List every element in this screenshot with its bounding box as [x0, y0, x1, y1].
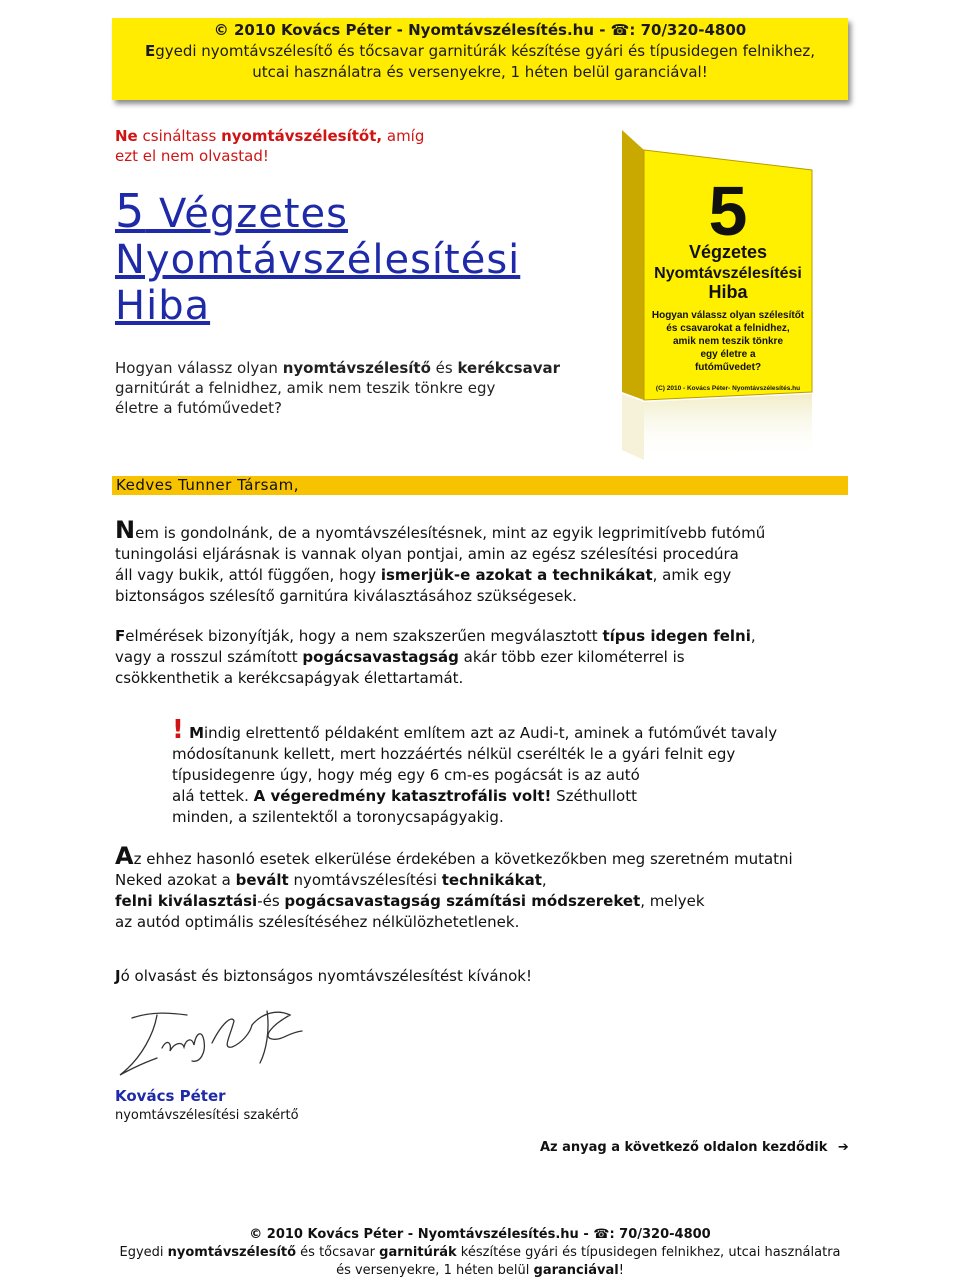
book-title-2: Nyomtávszélesítési [654, 265, 802, 282]
paragraph-2 [115, 626, 756, 689]
header-tagline-text: gyedi nyomtávszélesítő és tőcsavar garnitúrák készítése gyári és típusidegen felnikhez, [155, 42, 816, 60]
footer [112, 1226, 848, 1280]
p2-cap: F [115, 627, 126, 645]
title-word1: Végzetes [145, 191, 348, 237]
p4-line3b: -és [257, 892, 285, 910]
paragraph-4 [115, 842, 793, 933]
p2-line2a: vagy a rosszul számított [115, 648, 303, 666]
header-tagline-line [112, 41, 848, 62]
book-sub-4: egy életre a [700, 349, 756, 360]
book-number: 5 [708, 172, 748, 250]
book-title-1: Végzetes [688, 242, 768, 262]
greeting: Kedves Tunner Társam, [116, 476, 300, 494]
p4-line3-bold2: pogácsavastagság számítási módszereket [284, 892, 641, 910]
intro-keyword: nyomtávszélesítőt, [221, 127, 383, 145]
exclamation-mark: ! [172, 715, 184, 745]
p4-line2e: , [541, 871, 547, 889]
signature-block [115, 1086, 299, 1125]
p4-line4: az autód optimális szélesítéséhez nélkülözhetetlenek. [115, 913, 520, 931]
header-banner [112, 18, 848, 100]
subtitle [115, 358, 595, 418]
subtitle-bold1: nyomtávszélesítő [282, 359, 431, 377]
p2-line1a: elmérések bizonyítják, hogy a nem szakszerűen megválasztott [125, 627, 603, 645]
p3-line4-bold: A végeredmény katasztrofális volt! [253, 787, 552, 805]
header-contact-line: © 2010 Kovács Péter - Nyomtávszélesítés.hu - ☎: 70/320-4800 [213, 21, 747, 39]
p1-line4: biztonságos szélesítő garnitúra kiválasztásához szükségesek. [115, 587, 577, 605]
p2-line3: csökkenthetik a kerékcsapágyak élettartamát. [115, 669, 464, 687]
p3-line5: minden, a szilentektől a toronycsapágyakig. [172, 808, 504, 826]
footer-text4: és versenyekre, 1 héten belül [336, 1263, 534, 1278]
p3-cap: M [183, 724, 205, 742]
footer-contact: © 2010 Kovács Péter - Nyomtávszélesítés.hu - ☎: 70/320-4800 [249, 1227, 711, 1242]
footer-bold3: garanciával [533, 1263, 619, 1278]
book-cover-image [582, 130, 902, 460]
intro-word2: amíg [382, 127, 425, 145]
p3-line3: típusidegenre úgy, hogy még egy 6 cm-es pogácsát is az autó [172, 766, 640, 784]
subtitle-line3: életre a futóművedet? [115, 399, 282, 417]
dropcap-a: A [115, 842, 134, 870]
p1-line2: tuningolási eljárásnak is vannak olyan pontjai, amin az egész szélesítési procedúra [115, 545, 739, 563]
p3-line4a: alá tettek. [172, 787, 254, 805]
p4-line2c: nyomtávszélesítési [288, 871, 442, 889]
handwritten-signature [112, 1003, 312, 1087]
p4-line3d: , melyek [640, 892, 705, 910]
p4-line2a: Neked azokat a [115, 871, 236, 889]
p4-line2-bold1: bevált [235, 871, 289, 889]
book-sub-3: amik nem teszik tönkre [672, 336, 784, 347]
p1-line3c: , amik egy [652, 566, 732, 584]
page-title [115, 184, 521, 329]
p3-line2: módosítanunk kellett, mert hozzáértés nélkül cserélték le a gyári felnit egy [172, 745, 736, 763]
p1-line1: em is gondolnánk, de a nyomtávszélesítésnek, mint az egyik legprimitívebb futómű [135, 524, 766, 542]
header-tagline-cap: E [144, 42, 156, 60]
signer-role: nyomtávszélesítési szakértő [115, 1108, 299, 1123]
p4-line3-bold1: felni kiválasztási [115, 892, 258, 910]
book-sub-5: futóművedet? [694, 362, 762, 373]
intro-ne: Ne [115, 127, 138, 145]
subtitle-text2: és [430, 359, 458, 377]
subtitle-text: Hogyan válassz olyan [115, 359, 283, 377]
closing-cap: J [115, 967, 121, 985]
subtitle-line2: garnitúrát a felnidhez, amik nem teszik tönkre egy [115, 379, 496, 397]
title-word2: Nyomtávszélesítési [115, 237, 521, 283]
p1-line3-bold: ismerjük-e azokat a technikákat [380, 566, 653, 584]
footer-bold2: garnitúrák [379, 1245, 457, 1260]
paragraph-1 [115, 516, 766, 607]
intro-word: csináltass [137, 127, 222, 145]
closing-text: ó olvasást és biztonságos nyomtávszélesítést kívánok! [120, 967, 532, 985]
footer-bold1: nyomtávszélesítő [167, 1245, 297, 1260]
book-cover-svg [582, 130, 902, 460]
p2-line2c: akár több ezer kilométerrel is [458, 648, 685, 666]
p4-line1: z ehhez hasonló esetek elkerülése érdekében a következőkben meg szeretném mutatni [133, 850, 793, 868]
p4-line2-bold2: technikákat [441, 871, 542, 889]
book-copyright: (C) 2010 - Kovács Péter- Nyomtávszélesítés.hu [655, 385, 801, 392]
next-page-note [540, 1140, 849, 1155]
intro-text [115, 126, 424, 166]
footer-text5: ! [618, 1263, 624, 1278]
signer-name: Kovács Péter [115, 1087, 226, 1105]
book-sub-2: és csavarokat a felnidhez, [666, 323, 790, 334]
p1-line3a: áll vagy bukik, attól függően, hogy [115, 566, 381, 584]
title-number: 5 [115, 184, 146, 238]
next-page-text: Az anyag a következő oldalon kezdődik [540, 1140, 828, 1155]
arrow-right-icon: ➔ [837, 1140, 849, 1155]
p2-line1c: , [750, 627, 756, 645]
footer-text3: készítése gyári és típusidegen felnikhez, utcai használatra [456, 1245, 841, 1260]
p2-line1-bold: típus idegen felni [602, 627, 751, 645]
footer-text1: Egyedi [119, 1245, 168, 1260]
title-word3: Hiba [115, 283, 211, 329]
p3-line4c: Széthullott [551, 787, 637, 805]
book-sub-1: Hogyan válassz olyan szélesítőt [651, 310, 805, 321]
header-tagline-line2: utcai használatra és versenyekre, 1 héten belül garanciával! [252, 63, 708, 81]
subtitle-bold2: kerékcsavar [457, 359, 561, 377]
closing-line [115, 966, 532, 987]
paragraph-3 [172, 715, 778, 828]
book-title-3: Hiba [708, 282, 748, 302]
dropcap-n: N [115, 516, 136, 544]
p2-line2-bold: pogácsavastagság [302, 648, 459, 666]
p3-line1: indig elrettentő példaként említem azt az Audi-t, aminek a futóművét tavaly [204, 724, 778, 742]
footer-text2: és tőcsavar [296, 1245, 380, 1260]
intro-line2: ezt el nem olvastad! [115, 147, 269, 165]
signature-svg [112, 1003, 312, 1083]
